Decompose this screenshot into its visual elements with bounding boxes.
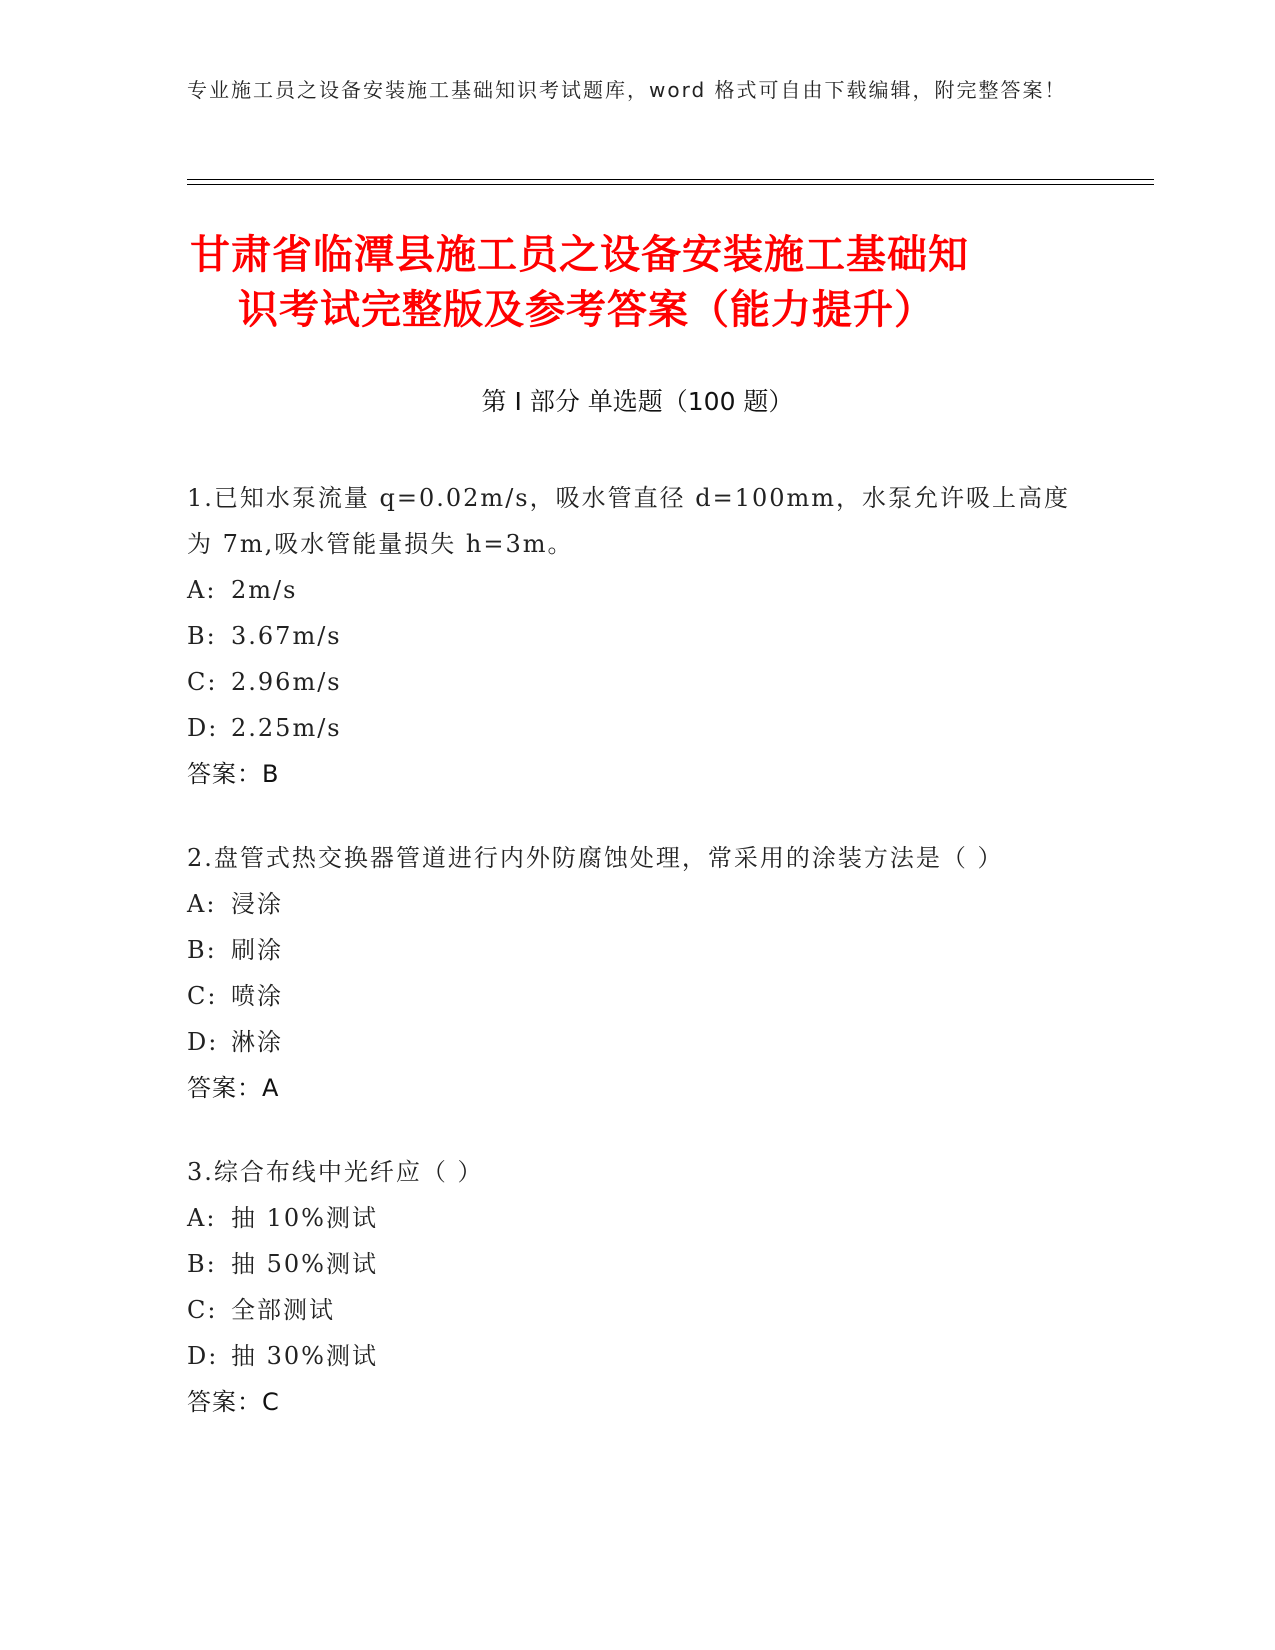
- answer: 答案：B: [187, 760, 280, 788]
- option-b: [187, 613, 1087, 659]
- option-d: [187, 1333, 1087, 1379]
- option-letter: C:: [187, 1296, 218, 1324]
- option-text: 刷涂: [231, 936, 283, 964]
- section-heading: 第 I 部分 单选题（100 题）: [481, 387, 794, 416]
- option-a: [187, 567, 1087, 613]
- question-1: [187, 475, 1087, 797]
- option-letter: B:: [187, 622, 217, 650]
- option-text: 喷涂: [231, 982, 283, 1010]
- option-letter: B:: [187, 936, 217, 964]
- option-letter: B:: [187, 1250, 217, 1278]
- option-text: 抽 50%测试: [231, 1250, 378, 1278]
- option-d: [187, 1019, 1087, 1065]
- question-stem: 3.综合布线中光纤应（ ）: [187, 1158, 484, 1186]
- option-text: 3.67m/s: [231, 622, 342, 650]
- option-text: 淋涂: [231, 1028, 283, 1056]
- option-letter: D:: [187, 1342, 219, 1370]
- option-text: 2.96m/s: [231, 668, 342, 696]
- option-b: [187, 1241, 1087, 1287]
- option-letter: C:: [187, 982, 218, 1010]
- header-divider-top: [187, 179, 1154, 180]
- document-title: [190, 228, 1090, 338]
- option-text: 全部测试: [231, 1296, 335, 1324]
- option-letter: A:: [187, 1204, 217, 1232]
- option-text: 抽 10%测试: [231, 1204, 378, 1232]
- option-text: 浸涂: [231, 890, 283, 918]
- option-c: [187, 659, 1087, 705]
- document-title-line-2: 识考试完整版及参考答案（能力提升）: [238, 287, 935, 333]
- option-letter: D:: [187, 714, 219, 742]
- option-a: [187, 881, 1087, 927]
- header-note: 专业施工员之设备安装施工基础知识考试题库，word 格式可自由下载编辑，附完整答案！: [187, 78, 1067, 102]
- option-a: [187, 1195, 1087, 1241]
- answer: 答案：C: [187, 1388, 280, 1416]
- document-title-line-1: 甘肃省临潭县施工员之设备安装施工基础知: [190, 232, 969, 278]
- option-text: 抽 30%测试: [231, 1342, 378, 1370]
- option-letter: A:: [187, 890, 217, 918]
- option-c: [187, 1287, 1087, 1333]
- option-d: [187, 705, 1087, 751]
- question-3: [187, 1149, 1087, 1425]
- answer: 答案：A: [187, 1074, 280, 1102]
- question-2: [187, 835, 1087, 1111]
- question-list: [187, 475, 1087, 1463]
- question-stem: 2.盘管式热交换器管道进行内外防腐蚀处理，常采用的涂装方法是（ ）: [187, 844, 1004, 872]
- question-stem: 1.已知水泵流量 q=0.02m/s，吸水管直径 d=100mm，水泵允许吸上高度为 7m,吸水管能量损失 h=3m。: [187, 484, 1071, 558]
- option-c: [187, 973, 1087, 1019]
- option-text: 2.25m/s: [231, 714, 342, 742]
- option-b: [187, 927, 1087, 973]
- option-letter: A:: [187, 576, 217, 604]
- option-letter: C:: [187, 668, 218, 696]
- option-text: 2m/s: [231, 576, 298, 604]
- header-divider-bottom: [187, 184, 1154, 185]
- option-letter: D:: [187, 1028, 219, 1056]
